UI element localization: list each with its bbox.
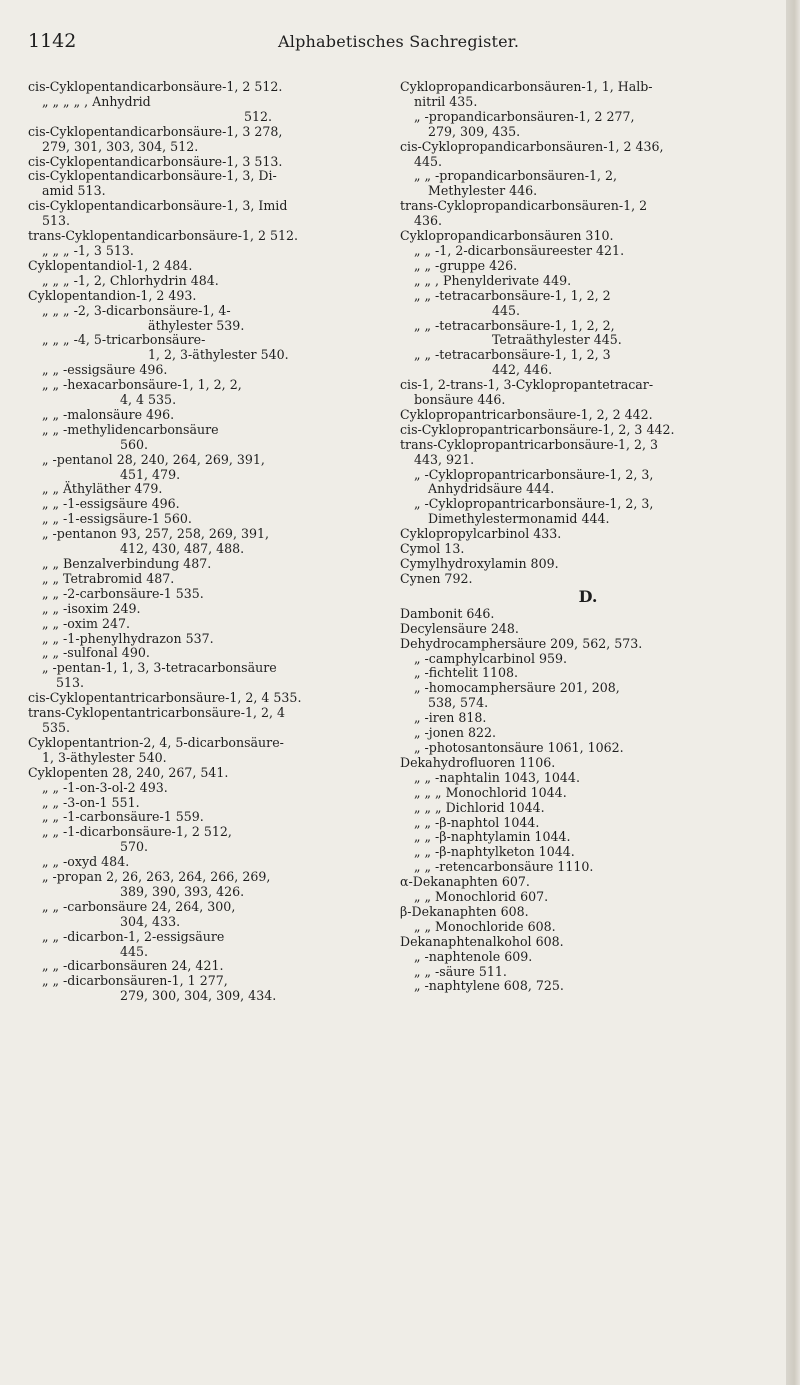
index-entry: Dimethylestermonamid 444. xyxy=(428,511,610,527)
page-number: 1142 xyxy=(28,30,77,52)
index-entry: „ „ -β-naphtylketon 1044. xyxy=(414,844,575,860)
index-entry: „ „ „ „ , Anhydrid xyxy=(42,93,151,109)
index-entry: „ „ -1-essigsäure-1 560. xyxy=(42,511,192,527)
index-entry: „ „ -retencarbonsäure 1110. xyxy=(414,859,594,875)
index-entry: cis-Cyklopentandicarbonsäure-1, 3 278, xyxy=(28,123,283,139)
index-entry: „ „ , Phenylderivate 449. xyxy=(414,272,572,288)
index-entry: Decylensäure 248. xyxy=(400,620,519,636)
index-entry: 4, 4 535. xyxy=(120,392,177,408)
index-entry: cis-Cyklopentandicarbonsäure-1, 3 513. xyxy=(28,153,283,169)
index-entry: „ „ -tetracarbonsäure-1, 1, 2, 2, xyxy=(414,317,615,333)
index-entry: cis-Cyklopentantricarbonsäure-1, 2, 4 535. xyxy=(28,690,302,706)
index-entry: Dekahydrofluoren 1106. xyxy=(400,754,556,770)
index-entry: „ „ -dicarbon-1, 2-essigsäure xyxy=(42,928,225,944)
index-entry: „ „ -dicarbonsäuren-1, 1 277, xyxy=(42,973,228,989)
index-entry: 389, 390, 393, 426. xyxy=(120,883,245,899)
index-entry: cis-Cyklopropantricarbonsäure-1, 2, 3 442. xyxy=(400,421,675,437)
index-entry: 445. xyxy=(492,302,521,318)
index-entry: „ „ -β-naphtol 1044. xyxy=(414,814,540,830)
index-entry: nitril 435. xyxy=(414,93,478,109)
index-entry: „ -propan 2, 26, 263, 264, 266, 269, xyxy=(42,869,271,885)
index-entry: 513. xyxy=(42,213,71,229)
index-entry: 1, 2, 3-äthylester 540. xyxy=(148,347,289,363)
index-entry: „ „ Tetrabromid 487. xyxy=(42,570,175,586)
index-entry: „ -homocamphersäure 201, 208, xyxy=(414,680,620,696)
index-entry: äthylester 539. xyxy=(148,317,245,333)
index-entry: bonsäure 446. xyxy=(414,392,506,408)
index-entry: „ „ -oxim 247. xyxy=(42,615,131,631)
index-entry: „ „ -1-carbonsäure-1 559. xyxy=(42,809,204,825)
index-entry: „ „ -1-dicarbonsäure-1, 2 512, xyxy=(42,824,232,840)
index-entry: 412, 430, 487, 488. xyxy=(120,541,245,557)
index-entry: „ „ Monochlorid 607. xyxy=(414,889,549,905)
index-entry: trans-Cyklopropantricarbonsäure-1, 2, 3 xyxy=(400,436,659,452)
index-entry: „ „ Äthyläther 479. xyxy=(42,481,163,497)
index-entry: 445. xyxy=(120,943,149,959)
index-entry: Dambonit 646. xyxy=(400,605,495,621)
running-title: Alphabetisches Sachregister. xyxy=(278,32,520,51)
index-entry: 443, 921. xyxy=(414,451,475,467)
index-entry: Anhydridsäure 444. xyxy=(428,481,555,497)
index-entry: „ -jonen 822. xyxy=(414,725,496,741)
index-entry: „ „ Monochloride 608. xyxy=(414,918,556,934)
index-entry: „ „ -säure 511. xyxy=(414,963,507,979)
index-entry: „ -propandicarbonsäuren-1, 2 277, xyxy=(414,108,635,124)
index-entry: Cymol 13. xyxy=(400,541,465,557)
index-entry: cis-Cyklopentandicarbonsäure-1, 3, Di- xyxy=(28,168,277,184)
index-entry: Cymylhydroxylamin 809. xyxy=(400,556,559,571)
index-entry: „ -naphtenole 609. xyxy=(414,948,533,964)
index-entry: „ „ -1-phenylhydrazon 537. xyxy=(42,630,214,646)
index-entry: 279, 309, 435. xyxy=(428,123,521,139)
index-entry: trans-Cyklopentandicarbonsäure-1, 2 512. xyxy=(28,228,299,244)
index-entry: „ „ -isoxim 249. xyxy=(42,600,141,616)
index-entry: 445. xyxy=(414,153,443,169)
page-edge xyxy=(786,0,800,1385)
index-entry: Cyklopenten 28, 240, 267, 541. xyxy=(28,764,229,780)
index-entry: „ „ „ -1, 3 513. xyxy=(42,242,134,258)
index-entry: „ „ -hexacarbonsäure-1, 1, 2, 2, xyxy=(42,377,242,393)
index-entry: „ „ „ Monochlorid 1044. xyxy=(414,784,567,800)
index-entry: „ „ -gruppe 426. xyxy=(414,257,518,273)
index-entry: α-Dekanaphten 607. xyxy=(400,874,530,890)
index-entry: „ „ „ -4, 5-tricarbonsäure- xyxy=(42,332,206,348)
page-header xyxy=(28,30,788,56)
index-entry: trans-Cyklopentantricarbonsäure-1, 2, 4 xyxy=(28,705,286,721)
index-entry: cis-Cyklopentandicarbonsäure-1, 2 512. xyxy=(28,79,283,94)
index-entry: „ -Cyklopropantricarbonsäure-1, 2, 3, xyxy=(414,466,654,482)
index-entry: „ „ -3-on-1 551. xyxy=(42,794,140,810)
index-entry: „ „ -sulfonal 490. xyxy=(42,645,150,661)
index-entry: „ „ -2-carbonsäure-1 535. xyxy=(42,585,204,601)
index-entry: Dehydrocamphersäure 209, 562, 573. xyxy=(400,635,643,651)
index-entry: „ „ „ -1, 2, Chlorhydrin 484. xyxy=(42,272,219,288)
index-entry: 512. xyxy=(244,108,273,124)
index-entry: Dekanaphtenalkohol 608. xyxy=(400,933,564,949)
index-entry: Cyklopentantrion-2, 4, 5-dicarbonsäure- xyxy=(28,734,284,750)
index-entry: „ „ -methylidencarbonsäure xyxy=(42,421,219,437)
index-entry: 1, 3-äthylester 540. xyxy=(42,749,167,765)
index-entry: 279, 301, 303, 304, 512. xyxy=(42,138,199,154)
index-entry: 560. xyxy=(120,436,149,452)
index-entry: „ -camphylcarbinol 959. xyxy=(414,650,568,666)
index-entry: „ „ -carbonsäure 24, 264, 300, xyxy=(42,898,236,914)
index-entry: 451, 479. xyxy=(120,466,181,482)
index-entry: „ „ -1-on-3-ol-2 493. xyxy=(42,779,168,795)
index-entry: 436. xyxy=(414,213,443,229)
index-entry: 538, 574. xyxy=(428,695,489,711)
index-entry: Cyklopropylcarbinol 433. xyxy=(400,526,562,542)
index-entry: 513. xyxy=(56,675,85,691)
index-entry: „ -photosantonsäure 1061, 1062. xyxy=(414,739,624,755)
index-entry: cis-Cyklopropandicarbonsäuren-1, 2 436, xyxy=(400,138,664,154)
section-heading: D. xyxy=(578,586,598,606)
index-entry: 442, 446. xyxy=(492,362,553,378)
index-entry: 570. xyxy=(120,839,149,855)
index-entry: trans-Cyklopropandicarbonsäuren-1, 2 xyxy=(400,198,648,214)
index-entry: Cyklopentandiol-1, 2 484. xyxy=(28,257,193,273)
index-entry: „ „ „ -2, 3-dicarbonsäure-1, 4- xyxy=(42,302,231,318)
index-entry: „ „ -tetracarbonsäure-1, 1, 2, 3 xyxy=(414,347,611,363)
index-entry: „ „ -malonsäure 496. xyxy=(42,406,175,422)
index-entry: Cynen 792. xyxy=(400,570,473,586)
index-entry: „ „ -oxyd 484. xyxy=(42,854,130,870)
index-entry: „ „ -1, 2-dicarbonsäureester 421. xyxy=(414,242,625,258)
index-entry: „ „ -essigsäure 496. xyxy=(42,362,168,378)
index-entry: „ „ -dicarbonsäuren 24, 421. xyxy=(42,958,224,974)
index-entry: „ „ -naphtalin 1043, 1044. xyxy=(414,769,580,785)
index-entry: amid 513. xyxy=(42,183,106,199)
index-entry: „ „ -β-naphtylamin 1044. xyxy=(414,829,571,845)
index-entry: Cyklopropantricarbonsäure-1, 2, 2 442. xyxy=(400,406,653,422)
index-entry: Cyklopropandicarbonsäuren-1, 1, Halb- xyxy=(400,79,653,94)
index-entry: Cyklopropandicarbonsäuren 310. xyxy=(400,228,614,244)
index-column-right xyxy=(400,80,776,994)
index-entry: „ „ Benzalverbindung 487. xyxy=(42,556,212,571)
index-entry: „ „ -1-essigsäure 496. xyxy=(42,496,180,512)
index-entry: „ -pentan-1, 1, 3, 3-tetracarbonsäure xyxy=(42,660,277,676)
index-entry: Tetraäthylester 445. xyxy=(492,332,622,348)
index-entry: 279, 300, 304, 309, 434. xyxy=(120,988,277,1004)
index-entry: „ -naphtylene 608, 725. xyxy=(414,978,564,994)
index-entry: „ -fichtelit 1108. xyxy=(414,665,519,681)
index-entry: β-Dekanaphten 608. xyxy=(400,903,529,919)
index-entry: cis-Cyklopentandicarbonsäure-1, 3, Imid xyxy=(28,198,288,214)
index-entry: Cyklopentandion-1, 2 493. xyxy=(28,287,197,303)
index-entry: „ -pentanol 28, 240, 264, 269, 391, xyxy=(42,451,265,467)
index-entry: cis-1, 2-trans-1, 3-Cyklopropantetracar- xyxy=(400,377,654,393)
index-entry: „ „ -tetracarbonsäure-1, 1, 2, 2 xyxy=(414,287,611,303)
index-column-left xyxy=(28,80,392,1004)
index-entry: Methylester 446. xyxy=(428,183,538,199)
index-entry: „ -Cyklopropantricarbonsäure-1, 2, 3, xyxy=(414,496,654,512)
index-entry: „ -iren 818. xyxy=(414,710,487,726)
index-entry: 304, 433. xyxy=(120,913,181,929)
index-entry: „ „ „ Dichlorid 1044. xyxy=(414,799,545,815)
index-entry: 535. xyxy=(42,719,71,735)
index-entry: „ -pentanon 93, 257, 258, 269, 391, xyxy=(42,526,269,542)
index-entry: „ „ -propandicarbonsäuren-1, 2, xyxy=(414,168,618,184)
